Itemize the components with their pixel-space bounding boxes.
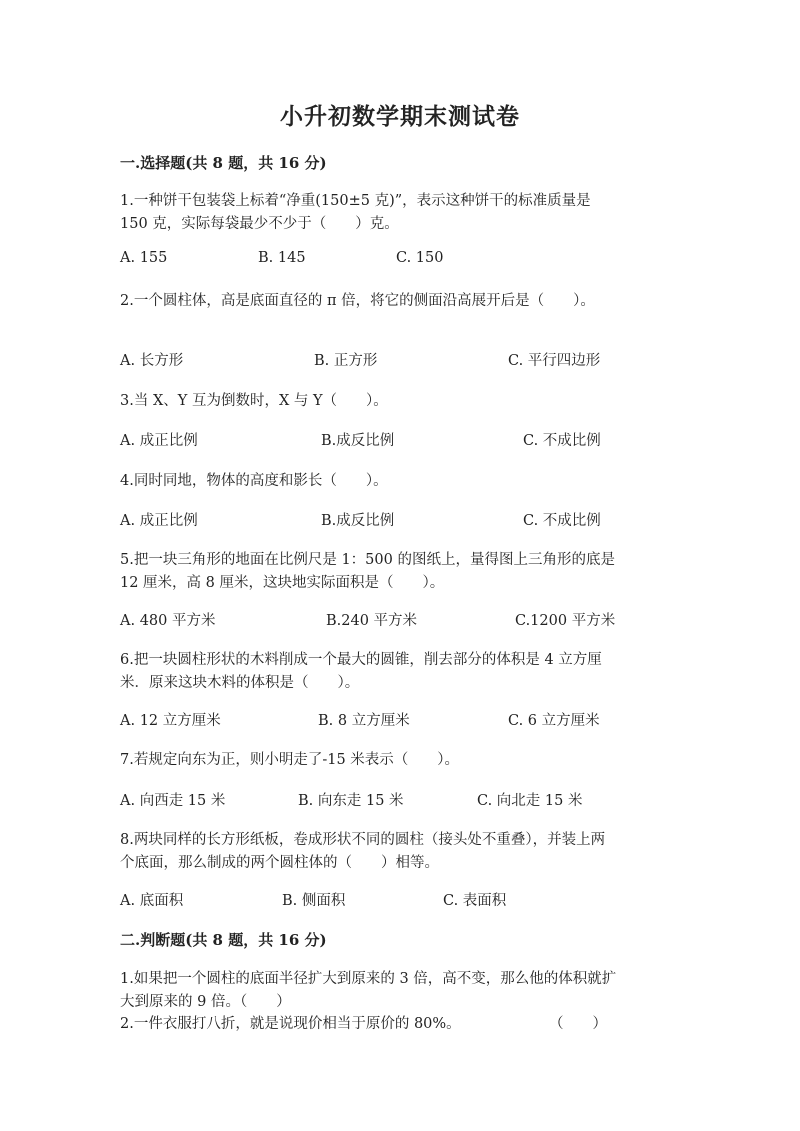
question-5-line-1: 5.把一块三角形的地面在比例尺是 1：500 的图纸上，量得图上三角形的底是	[120, 552, 615, 568]
section-heading-choice: 一.选择题(共 8 题，共 16 分)	[120, 154, 327, 172]
question-8-option-c: C. 表面积	[443, 893, 507, 909]
question-7-option-a: A. 向西走 15 米	[120, 793, 226, 809]
question-4-option-b: B.成反比例	[321, 513, 395, 529]
question-1-line-1: 1.一种饼干包装袋上标着“净重(150±5 克)”，表示这种饼干的标准质量是	[120, 193, 591, 209]
question-6-option-b: B. 8 立方厘米	[318, 713, 410, 729]
question-6-line-1: 6.把一块圆柱形状的木料削成一个最大的圆锥，削去部分的体积是 4 立方厘	[120, 652, 602, 668]
question-8-line-2: 个底面，那么制成的两个圆柱体的（ ）相等。	[120, 855, 439, 871]
question-4-option-a: A. 成正比例	[120, 513, 198, 529]
question-5-option-b: B.240 平方米	[326, 613, 418, 629]
question-4-option-c: C. 不成比例	[523, 513, 601, 529]
question-3-option-b: B.成反比例	[321, 433, 395, 449]
question-1-option-c: C. 150	[396, 250, 444, 266]
question-1-line-2: 150 克，实际每袋最少不少于（ ）克。	[120, 216, 399, 232]
question-2-option-a: A. 长方形	[120, 353, 184, 369]
judgment-2-answer-bracket: （ ）	[549, 1016, 607, 1032]
question-4-line-1: 4.同时同地，物体的高度和影长（ ）。	[120, 473, 388, 489]
question-6-line-2: 米．原来这块木料的体积是（ ）。	[120, 675, 360, 691]
question-6-option-c: C. 6 立方厘米	[508, 713, 600, 729]
question-3-option-c: C. 不成比例	[523, 433, 601, 449]
question-2-option-b: B. 正方形	[314, 353, 378, 369]
judgment-2-line-1: 2.一件衣服打八折，就是说现价相当于原价的 80%。	[120, 1016, 461, 1032]
judgment-1-line-1: 1.如果把一个圆柱的底面半径扩大到原来的 3 倍，高不变，那么他的体积就扩	[120, 971, 617, 987]
question-7-line-1: 7.若规定向东为正，则小明走了-15 米表示（ ）。	[120, 752, 460, 768]
question-8-line-1: 8.两块同样的长方形纸板，卷成形状不同的圆柱（接头处不重叠），并装上两	[120, 832, 606, 848]
page-title: 小升初数学期末测试卷	[280, 103, 520, 130]
question-6-option-a: A. 12 立方厘米	[120, 713, 221, 729]
judgment-1-line-2: 大到原来的 9 倍。（ ）	[120, 994, 291, 1010]
question-7-option-b: B. 向东走 15 米	[298, 793, 404, 809]
question-7-option-c: C. 向北走 15 米	[477, 793, 583, 809]
question-5-option-c: C.1200 平方米	[515, 613, 616, 629]
question-5-option-a: A. 480 平方米	[120, 613, 216, 629]
section-heading-judgment: 二.判断题(共 8 题，共 16 分)	[120, 931, 327, 949]
question-1-option-b: B. 145	[258, 250, 306, 266]
question-8-option-b: B. 侧面积	[282, 893, 346, 909]
question-2-option-c: C. 平行四边形	[508, 353, 601, 369]
question-8-option-a: A. 底面积	[120, 893, 184, 909]
question-3-line-1: 3.当 X、Y 互为倒数时，X 与 Y（ ）。	[120, 393, 388, 409]
question-3-option-a: A. 成正比例	[120, 433, 198, 449]
question-2-line-1: 2.一个圆柱体，高是底面直径的 π 倍，将它的侧面沿高展开后是（ ）。	[120, 293, 595, 309]
question-5-line-2: 12 厘米，高 8 厘米，这块地实际面积是（ ）。	[120, 575, 445, 591]
question-1-option-a: A. 155	[120, 250, 168, 266]
